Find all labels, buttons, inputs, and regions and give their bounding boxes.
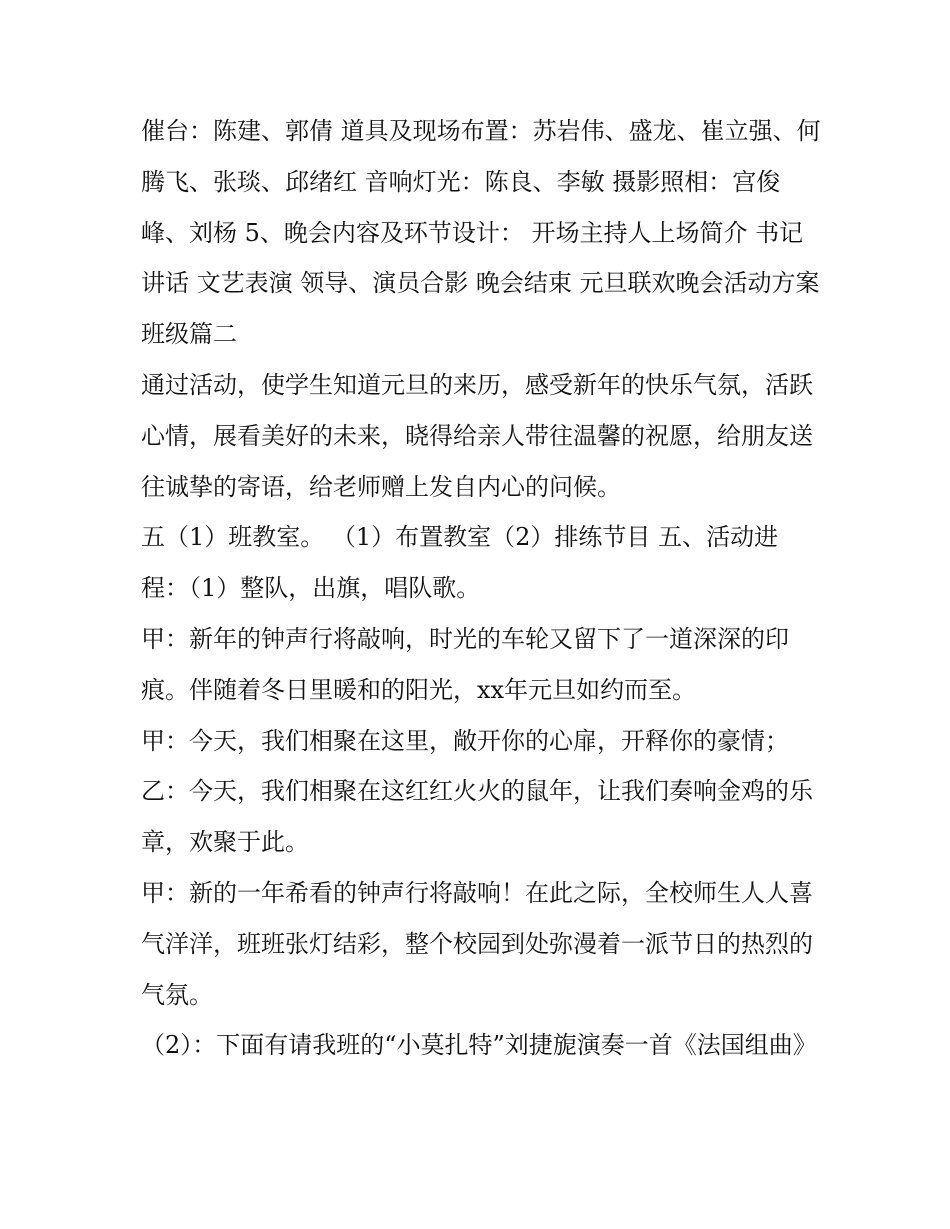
paragraph-performance-intro: （2）：下面有请我班的“小莫扎特”刘捷旎演奏一首《法国组曲》	[141, 1031, 817, 1060]
paragraph-host-a-today: 甲：今天，我们相聚在这里，敞开你的心扉，开释你的豪情；	[141, 726, 789, 755]
paragraph-host-b-today: 乙：今天，我们相聚在这红红火火的鼠年，让我们奏响金鸡的乐章，欢聚于此。	[141, 777, 813, 857]
paragraph-host-a-new-year: 甲：新的一年希看的钟声行将敲响！在此之际，全校师生人人喜气洋洋，班班张灯结彩，整个校园到处弥漫着一派节日的热烈的气氛。	[141, 878, 813, 1009]
paragraph-activity-purpose: 通过活动，使学生知道元旦的来历，感受新年的快乐气氛，活跃心情，展看美好的未来，晓得给亲人带往温馨的祝愿，给朋友送往诚挚的寄语，给老师赠上发自内心的问候。	[141, 370, 813, 501]
paragraph-host-a-opening: 甲：新年的钟声行将敲响，时光的车轮又留下了一道深深的印痕。伴随着冬日里暖和的阳光，xx年元旦如约而至。	[141, 624, 789, 704]
paragraph-staff-and-program: 催台：陈建、郭倩 道具及现场布置：苏岩伟、盛龙、崔立强、何腾飞、张琰、邱绪红 音响灯光：陈良、李敏 摄影照相：宫俊峰、刘杨 5、晚会内容及环节设计： 开场主持人上场简介 书记讲话 文艺表演 领导、演员合影 晚会结束 元旦联欢晚会活动方案班级篇二	[141, 117, 821, 349]
document-body	[141, 106, 821, 1071]
paragraph-location-and-process: 五（1）班教室。 （1）布置教室（2）排练节目 五、活动进程：（1）整队，出旗，唱队歌。	[141, 523, 779, 603]
